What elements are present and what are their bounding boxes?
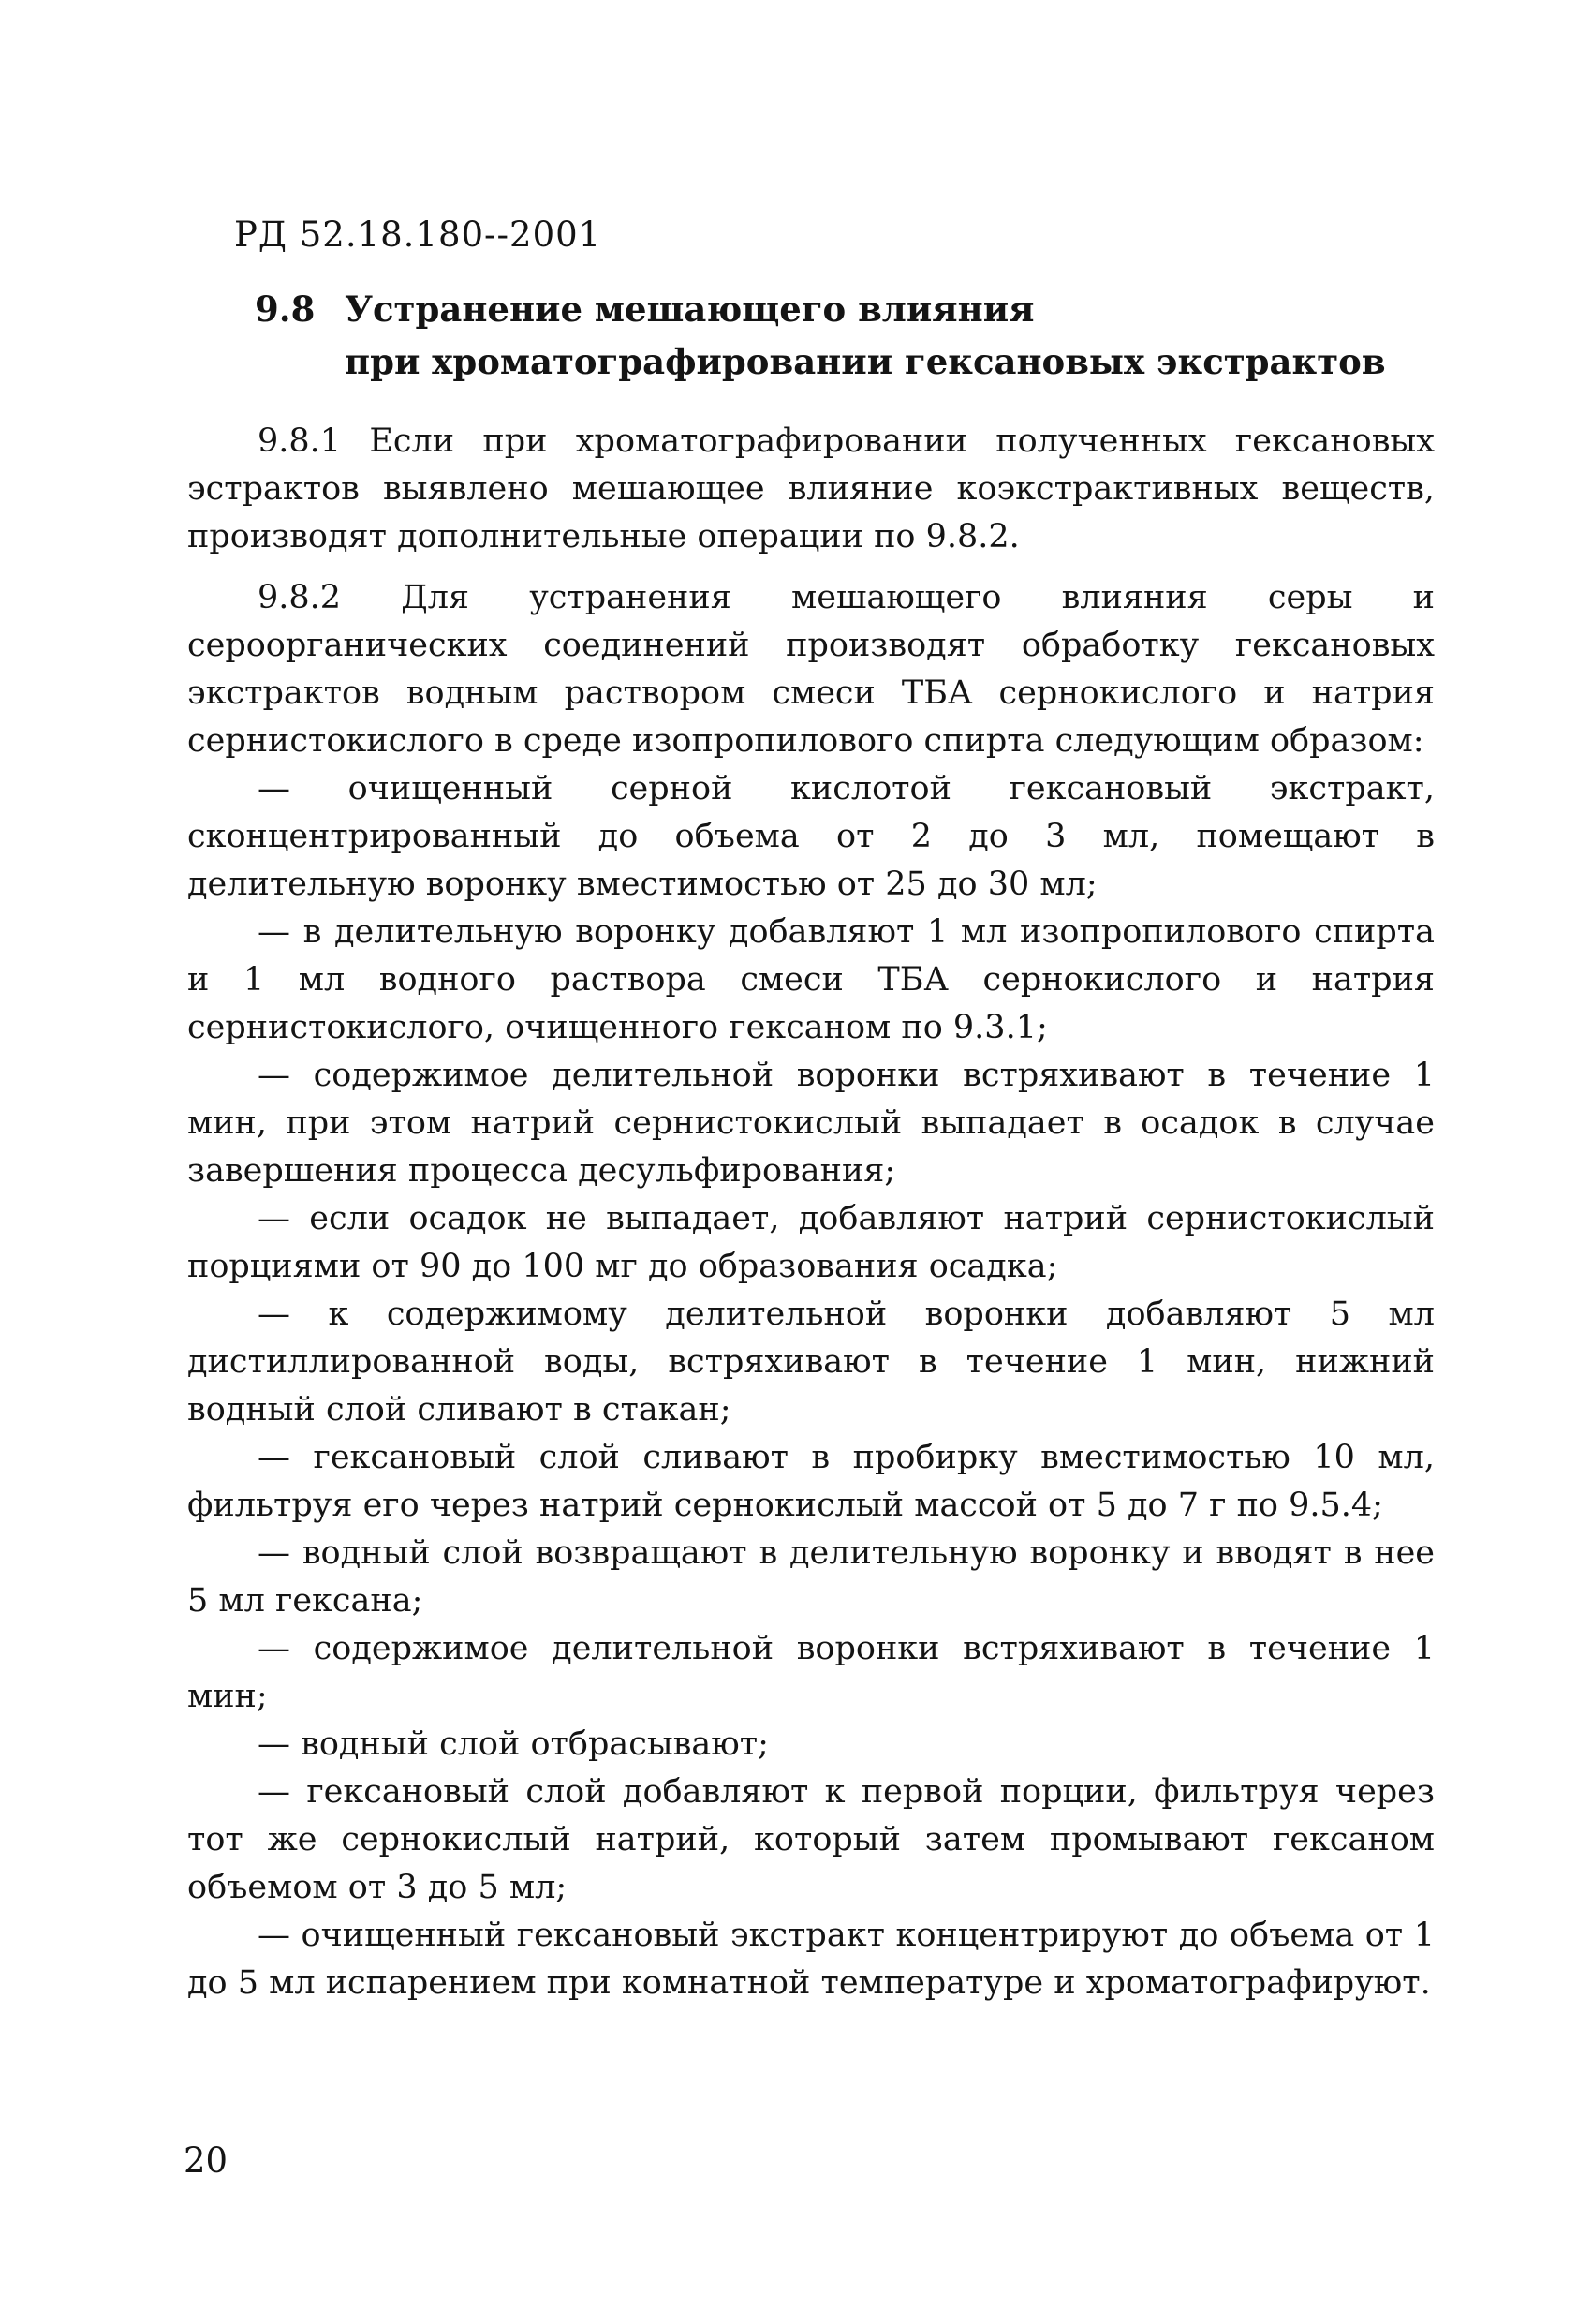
section-heading — [255, 283, 1425, 388]
page-number: 20 — [184, 2140, 228, 2181]
section-title-line-2: при хроматографировании гексановых экстрактов — [345, 341, 1386, 382]
list-item: — к содержимому делительной воронки добавляют 5 мл дистиллированной воды, встряхивают в течение 1 мин, нижний водный слой сливают в стакан; — [187, 1295, 1435, 1428]
list-item: — в делительную воронку добавляют 1 мл изопропилового спирта и 1 мл водного раствора смеси ТБА сернокислого и натрия сернистокислого, очищенного гексаном по 9.3.1; — [187, 913, 1435, 1046]
section-title-line-1: Устранение мешающего влияния — [345, 289, 1035, 330]
list-item: — очищенный серной кислотой гексановый экстракт, сконцентрированный до объема от 2 до 3 мл, помещают в делительную воронку вместимостью от 25 до 30 мл; — [187, 770, 1435, 903]
section-number: 9.8 — [255, 289, 316, 330]
document-code: РД 52.18.180--2001 — [234, 215, 602, 255]
paragraph-9-8-2: 9.8.2 Для устранения мешающего влияния серы и сероорганических соединений производят обработку гексановых экстрактов водным раствором смеси ТБА сернокислого и натрия сернистокислого в среде изопропилового спирта следующим образом: — [187, 579, 1435, 760]
body-text — [187, 418, 1435, 2007]
paragraph-9-8-1: 9.8.1 Если при хроматографировании полученных гексановых эстрактов выявлено мешающее влияние коэкстрактивных веществ, производят дополнительные операции по 9.8.2. — [187, 422, 1435, 555]
list-item: — содержимое делительной воронки встряхивают в течение 1 мин, при этом натрий сернистокислый выпадает в осадок в случае завершения процесса десульфирования; — [187, 1057, 1435, 1190]
list-item: — содержимое делительной воронки встряхивают в течение 1 мин; — [187, 1630, 1435, 1715]
list-item: — если осадок не выпадает, добавляют натрий сернистокислый порциями от 90 до 100 мг до образования осадка; — [187, 1200, 1435, 1285]
list-item: — гексановый слой сливают в пробирку вместимостью 10 мл, фильтруя его через натрий сернокислый массой от 5 до 7 г по 9.5.4; — [187, 1439, 1435, 1524]
list-item: — водный слой отбрасывают; — [258, 1725, 769, 1763]
list-item: — гексановый слой добавляют к первой порции, фильтруя через тот же сернокислый натрий, который затем промывают гексаном объемом от 3 до 5 мл; — [187, 1773, 1435, 1906]
list-item: — водный слой возвращают в делительную воронку и вводят в нее 5 мл гексана; — [187, 1534, 1435, 1620]
list-item: — очищенный гексановый экстракт концентрируют до объема от 1 до 5 мл испарением при комнатной температуре и хроматографируют. — [187, 1917, 1435, 2002]
